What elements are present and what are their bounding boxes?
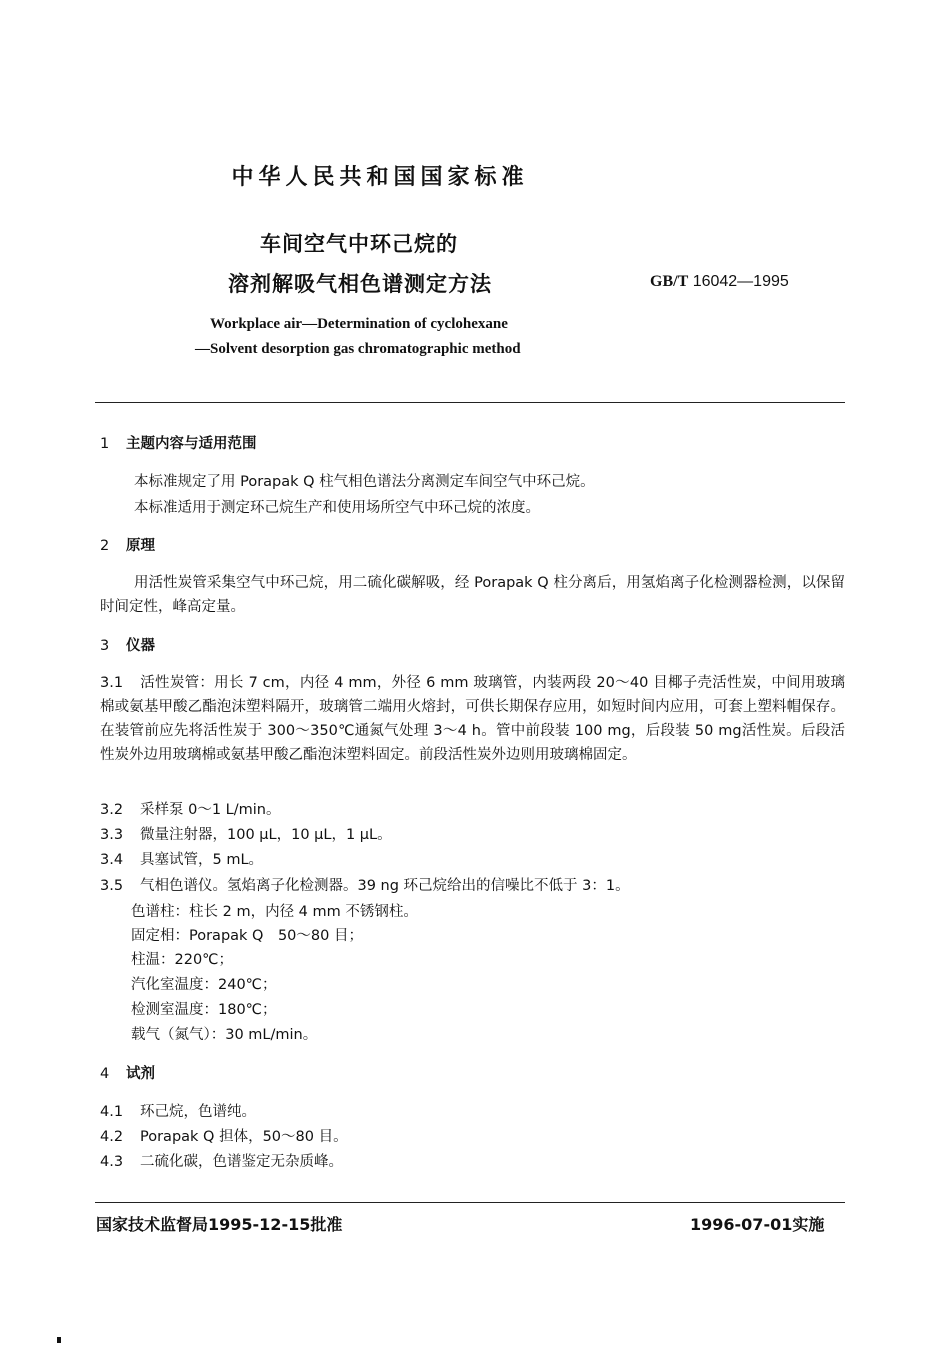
item-4-1-number: 4.1	[100, 1104, 124, 1120]
item-3-1	[100, 671, 845, 767]
item-3-4-number: 3.4	[100, 852, 124, 868]
item-3-3	[100, 823, 392, 844]
approval-date: 国家技术监督局1995-12-15批准	[96, 1215, 343, 1234]
section-1-number: 1	[100, 436, 110, 452]
top-divider	[95, 402, 845, 403]
standard-code-prefix: GB/T	[650, 273, 689, 290]
section-3-heading	[100, 634, 155, 655]
section-1-title: 主题内容与适用范围	[126, 436, 257, 452]
item-3-5-stationary-phase: 固定相：Porapak Q 50～80 目；	[131, 928, 363, 944]
national-standard-header: 中华人民共和国国家标准	[231, 165, 529, 190]
item-4-3-number: 4.3	[100, 1154, 124, 1170]
item-3-1-text: 活性炭管：用长 7 cm，内径 4 mm，外径 6 mm 玻璃管，内装两段 20～40 目椰子壳活性炭，中间用玻璃棉或氨基甲酸乙酯泡沫塑料隔开，玻璃管二端用火熔封，可供长期保存应用，如短时间内应用，可套上塑料帽保存。在装管前应先将活性炭于 300～350℃通氮气处理 3～4 h。管中前段装 100 mg，后段装 50 mg活性炭。后段活性炭外边用玻璃棉或氨基甲酸乙酯泡沫塑料固定。前段活性炭外边则用玻璃棉固定。	[100, 675, 845, 763]
item-3-5-column: 色谱柱：柱长 2 m，内径 4 mm 不锈钢柱。	[131, 904, 418, 920]
item-4-2	[100, 1125, 348, 1146]
section-2-para-1: 用活性炭管采集空气中环己烷，用二硫化碳解吸，经 Porapak Q 柱分离后，用氢焰离子化检测器检测，以保留时间定性，峰高定量。	[100, 575, 845, 615]
section-1-heading	[100, 432, 257, 453]
item-3-5-vaporizer-temp: 汽化室温度：240℃；	[131, 977, 277, 993]
section-4-heading	[100, 1062, 155, 1083]
standard-code-number: 16042—1995	[692, 273, 789, 290]
english-title-line-1: Workplace air—Determination of cyclohexane	[210, 316, 508, 332]
section-4-title: 试剂	[126, 1066, 155, 1082]
section-2-title: 原理	[126, 538, 155, 554]
bottom-divider	[95, 1202, 845, 1203]
item-4-3	[100, 1150, 343, 1171]
section-1-para-2: 本标准适用于测定环己烷生产和使用场所空气中环己烷的浓度。	[134, 500, 540, 516]
item-3-4	[100, 848, 263, 869]
section-3-title: 仪器	[126, 638, 155, 654]
item-3-5-number: 3.5	[100, 878, 124, 894]
section-3-number: 3	[100, 638, 110, 654]
item-4-2-text: Porapak Q 担体，50～80 目。	[140, 1129, 348, 1145]
item-3-5-text: 气相色谱仪。氢焰离子化检测器。39 ng 环己烷给出的信噪比不低于 3：1。	[140, 878, 630, 894]
item-4-3-text: 二硫化碳，色谱鉴定无杂质峰。	[140, 1154, 343, 1170]
item-3-5	[100, 874, 630, 895]
section-2-number: 2	[100, 538, 110, 554]
item-3-5-detector-temp: 检测室温度：180℃；	[131, 1002, 277, 1018]
english-title-line-2: —Solvent desorption gas chromatographic method	[195, 341, 521, 357]
section-1-para-1: 本标准规定了用 Porapak Q 柱气相色谱法分离测定车间空气中环己烷。	[134, 474, 595, 490]
item-3-2-number: 3.2	[100, 802, 124, 818]
item-3-2	[100, 798, 280, 819]
item-3-5-carrier-gas: 载气（氮气）：30 mL/min。	[131, 1027, 318, 1043]
item-4-2-number: 4.2	[100, 1129, 124, 1145]
effective-date: 1996-07-01实施	[690, 1215, 825, 1234]
item-3-3-number: 3.3	[100, 827, 124, 843]
scan-speck	[57, 1337, 61, 1343]
standard-code	[650, 273, 789, 291]
title-line-2: 溶剂解吸气相色谱测定方法	[228, 272, 492, 296]
section-2-heading	[100, 534, 155, 555]
item-3-3-text: 微量注射器，100 μL，10 μL，1 μL。	[140, 827, 392, 843]
item-4-1	[100, 1100, 256, 1121]
item-4-1-text: 环己烷，色谱纯。	[140, 1104, 256, 1120]
item-3-1-number: 3.1	[100, 675, 124, 691]
item-3-5-column-temp: 柱温：220℃；	[131, 952, 233, 968]
item-3-2-text: 采样泵 0～1 L/min。	[140, 802, 281, 818]
item-3-4-text: 具塞试管，5 mL。	[140, 852, 264, 868]
title-line-1: 车间空气中环己烷的	[260, 232, 458, 256]
section-4-number: 4	[100, 1066, 110, 1082]
